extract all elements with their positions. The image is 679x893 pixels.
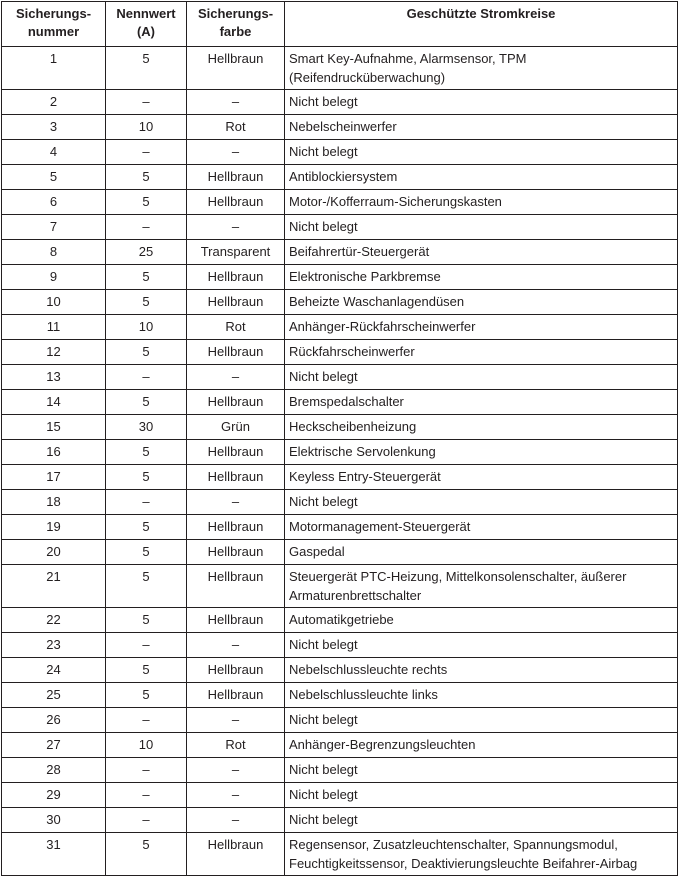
rating-cell: 5 [106, 290, 187, 315]
header-fuse-number-line: Sicherungs- [15, 6, 92, 21]
rating-cell: 5 [106, 440, 187, 465]
circuit-cell [285, 658, 678, 683]
fuse-color-cell: – [187, 140, 285, 165]
rating-cell: – [106, 808, 187, 833]
circuit-line: Armaturenbrettschalter [289, 588, 422, 603]
fuse-number-cell: 12 [2, 340, 106, 365]
circuit-cell [285, 608, 678, 633]
rating-cell: – [106, 708, 187, 733]
circuit-line: Anhänger-Begrenzungsleuchten [289, 737, 476, 752]
table-row [2, 633, 678, 658]
circuit-line: Nebelschlussleuchte links [289, 687, 438, 702]
rating-cell: – [106, 490, 187, 515]
fuse-color-cell: Hellbraun [187, 515, 285, 540]
fuse-color-cell: Hellbraun [187, 833, 285, 876]
rating-cell: 10 [106, 115, 187, 140]
table-row [2, 140, 678, 165]
fuse-number-cell: 4 [2, 140, 106, 165]
circuit-line: Regensensor, Zusatzleuchtenschalter, Spannungsmodul, [289, 837, 618, 852]
fuse-color-cell: – [187, 783, 285, 808]
fuse-color-cell: Hellbraun [187, 165, 285, 190]
circuit-line: Antiblockiersystem [289, 169, 398, 184]
circuit-cell [285, 215, 678, 240]
table-row [2, 90, 678, 115]
fuse-number-cell: 6 [2, 190, 106, 215]
circuit-line: Keyless Entry-Steuergerät [289, 469, 441, 484]
fuse-color-cell: Rot [187, 315, 285, 340]
circuit-line: Beheizte Waschanlagendüsen [289, 294, 465, 309]
header-fuse-color [187, 2, 285, 47]
circuit-line: Nicht belegt [289, 812, 358, 827]
circuit-line: Nebelscheinwerfer [289, 119, 397, 134]
circuit-line: Nicht belegt [289, 219, 358, 234]
rating-cell: – [106, 365, 187, 390]
table-row [2, 808, 678, 833]
circuit-line: Nicht belegt [289, 762, 358, 777]
fuse-color-cell: Hellbraun [187, 465, 285, 490]
fuse-color-cell: – [187, 808, 285, 833]
rating-cell: 5 [106, 47, 187, 90]
circuit-cell [285, 465, 678, 490]
fuse-color-cell: Rot [187, 115, 285, 140]
fuse-number-cell: 23 [2, 633, 106, 658]
fuse-color-cell: Hellbraun [187, 47, 285, 90]
rating-cell: 5 [106, 515, 187, 540]
circuit-cell [285, 165, 678, 190]
fuse-number-cell: 11 [2, 315, 106, 340]
header-fuse-color-line: farbe [219, 24, 252, 39]
fuse-color-cell: – [187, 758, 285, 783]
circuit-cell [285, 315, 678, 340]
rating-cell: – [106, 783, 187, 808]
fuse-color-cell: Grün [187, 415, 285, 440]
circuit-cell [285, 115, 678, 140]
circuit-line: Heckscheibenheizung [289, 419, 417, 434]
header-circuits [285, 2, 678, 47]
fuse-number-cell: 26 [2, 708, 106, 733]
circuit-line: Nicht belegt [289, 637, 358, 652]
fuse-color-cell: Transparent [187, 240, 285, 265]
rating-cell: – [106, 90, 187, 115]
fuse-color-cell: – [187, 708, 285, 733]
rating-cell: – [106, 633, 187, 658]
circuit-line: Anhänger-Rückfahrscheinwerfer [289, 319, 476, 334]
fuse-color-cell: – [187, 365, 285, 390]
circuit-cell [285, 390, 678, 415]
rating-cell: – [106, 140, 187, 165]
header-circuits-line: Geschützte Stromkreise [406, 6, 556, 21]
table-row [2, 515, 678, 540]
fuse-color-cell: Hellbraun [187, 440, 285, 465]
fuse-number-cell: 1 [2, 47, 106, 90]
rating-cell: 5 [106, 340, 187, 365]
fuse-number-cell: 27 [2, 733, 106, 758]
rating-cell: 5 [106, 540, 187, 565]
circuit-line: Rückfahrscheinwerfer [289, 344, 415, 359]
table-row [2, 440, 678, 465]
circuit-line: Smart Key-Aufnahme, Alarmsensor, TPM [289, 51, 527, 66]
circuit-line: Nebelschlussleuchte rechts [289, 662, 448, 677]
fuse-number-cell: 16 [2, 440, 106, 465]
circuit-line: Nicht belegt [289, 144, 358, 159]
fuse-color-cell: – [187, 633, 285, 658]
circuit-cell [285, 758, 678, 783]
fuse-number-cell: 17 [2, 465, 106, 490]
circuit-cell [285, 440, 678, 465]
fuse-color-cell: Hellbraun [187, 290, 285, 315]
rating-cell: 5 [106, 683, 187, 708]
rating-cell: 10 [106, 315, 187, 340]
rating-cell: 5 [106, 190, 187, 215]
table-row [2, 833, 678, 876]
circuit-line: Beifahrertür-Steuergerät [289, 244, 430, 259]
circuit-line: Elektronische Parkbremse [289, 269, 441, 284]
rating-cell: 5 [106, 165, 187, 190]
table-row [2, 683, 678, 708]
fuse-number-cell: 30 [2, 808, 106, 833]
fuse-color-cell: – [187, 490, 285, 515]
table-header [2, 2, 678, 47]
circuit-cell [285, 415, 678, 440]
fuse-color-cell: Hellbraun [187, 565, 285, 608]
fuse-color-cell: Hellbraun [187, 608, 285, 633]
fuse-color-cell: Hellbraun [187, 658, 285, 683]
fuse-table [1, 1, 678, 876]
table-row [2, 608, 678, 633]
fuse-number-cell: 3 [2, 115, 106, 140]
fuse-number-cell: 8 [2, 240, 106, 265]
table-row [2, 758, 678, 783]
circuit-cell [285, 90, 678, 115]
circuit-cell [285, 708, 678, 733]
circuit-line: Motor-/Kofferraum-Sicherungskasten [289, 194, 502, 209]
circuit-cell [285, 633, 678, 658]
fuse-color-cell: Hellbraun [187, 190, 285, 215]
table-row [2, 465, 678, 490]
fuse-color-cell: Hellbraun [187, 683, 285, 708]
circuit-line: Automatikgetriebe [289, 612, 394, 627]
fuse-number-cell: 31 [2, 833, 106, 876]
rating-cell: 5 [106, 833, 187, 876]
circuit-cell [285, 365, 678, 390]
circuit-cell [285, 515, 678, 540]
circuit-cell [285, 783, 678, 808]
fuse-number-cell: 20 [2, 540, 106, 565]
fuse-number-cell: 13 [2, 365, 106, 390]
table-row [2, 490, 678, 515]
fuse-number-cell: 29 [2, 783, 106, 808]
circuit-cell [285, 833, 678, 876]
fuse-number-cell: 18 [2, 490, 106, 515]
circuit-cell [285, 340, 678, 365]
circuit-cell [285, 290, 678, 315]
circuit-line: Nicht belegt [289, 94, 358, 109]
circuit-line: (Reifendrucküberwachung) [289, 70, 446, 85]
header-fuse-color-line: Sicherungs- [197, 6, 274, 21]
table-row [2, 783, 678, 808]
circuit-line: Nicht belegt [289, 787, 358, 802]
rating-cell: 30 [106, 415, 187, 440]
fuse-color-cell: Hellbraun [187, 265, 285, 290]
circuit-line: Nicht belegt [289, 494, 358, 509]
table-row [2, 165, 678, 190]
table-row [2, 115, 678, 140]
fuse-color-cell: Hellbraun [187, 340, 285, 365]
table-row [2, 315, 678, 340]
table-row [2, 240, 678, 265]
circuit-cell [285, 683, 678, 708]
rating-cell: 25 [106, 240, 187, 265]
fuse-color-cell: – [187, 90, 285, 115]
circuit-cell [285, 733, 678, 758]
fuse-color-cell: Rot [187, 733, 285, 758]
header-fuse-number [2, 2, 106, 47]
fuse-number-cell: 21 [2, 565, 106, 608]
circuit-cell [285, 808, 678, 833]
fuse-color-cell: Hellbraun [187, 390, 285, 415]
table-row [2, 708, 678, 733]
table-row [2, 47, 678, 90]
fuse-number-cell: 25 [2, 683, 106, 708]
circuit-line: Nicht belegt [289, 712, 358, 727]
fuse-number-cell: 22 [2, 608, 106, 633]
header-row [2, 2, 678, 47]
table-row [2, 565, 678, 608]
fuse-number-cell: 2 [2, 90, 106, 115]
circuit-line: Feuchtigkeitssensor, Deaktivierungsleuchte Beifahrer-Airbag [289, 856, 638, 871]
table-row [2, 540, 678, 565]
circuit-line: Steuergerät PTC-Heizung, Mittelkonsolenschalter, äußerer [289, 569, 627, 584]
rating-cell: 10 [106, 733, 187, 758]
table-row [2, 658, 678, 683]
header-fuse-number-line: nummer [27, 24, 80, 39]
circuit-cell [285, 140, 678, 165]
fuse-number-cell: 5 [2, 165, 106, 190]
circuit-cell [285, 190, 678, 215]
circuit-cell [285, 490, 678, 515]
rating-cell: 5 [106, 608, 187, 633]
circuit-cell [285, 265, 678, 290]
table-row [2, 365, 678, 390]
fuse-number-cell: 24 [2, 658, 106, 683]
circuit-line: Nicht belegt [289, 369, 358, 384]
rating-cell: – [106, 215, 187, 240]
header-rating-line: (A) [136, 24, 156, 39]
circuit-line: Motormanagement-Steuergerät [289, 519, 471, 534]
table-row [2, 215, 678, 240]
fuse-number-cell: 28 [2, 758, 106, 783]
table-row [2, 190, 678, 215]
fuse-color-cell: – [187, 215, 285, 240]
table-row [2, 415, 678, 440]
table-row [2, 733, 678, 758]
fuse-number-cell: 14 [2, 390, 106, 415]
circuit-cell [285, 540, 678, 565]
fuse-color-cell: Hellbraun [187, 540, 285, 565]
rating-cell: 5 [106, 265, 187, 290]
fuse-number-cell: 15 [2, 415, 106, 440]
circuit-line: Bremspedalschalter [289, 394, 404, 409]
circuit-cell [285, 565, 678, 608]
rating-cell: 5 [106, 565, 187, 608]
rating-cell: – [106, 758, 187, 783]
rating-cell: 5 [106, 390, 187, 415]
fuse-number-cell: 10 [2, 290, 106, 315]
table-row [2, 265, 678, 290]
header-rating [106, 2, 187, 47]
circuit-line: Elektrische Servolenkung [289, 444, 436, 459]
table-row [2, 340, 678, 365]
fuse-number-cell: 7 [2, 215, 106, 240]
table-body [2, 47, 678, 876]
fuse-number-cell: 19 [2, 515, 106, 540]
rating-cell: 5 [106, 465, 187, 490]
circuit-line: Gaspedal [289, 544, 345, 559]
circuit-cell [285, 240, 678, 265]
table-row [2, 390, 678, 415]
circuit-cell [285, 47, 678, 90]
header-rating-line: Nennwert [116, 6, 176, 21]
rating-cell: 5 [106, 658, 187, 683]
fuse-number-cell: 9 [2, 265, 106, 290]
table-row [2, 290, 678, 315]
